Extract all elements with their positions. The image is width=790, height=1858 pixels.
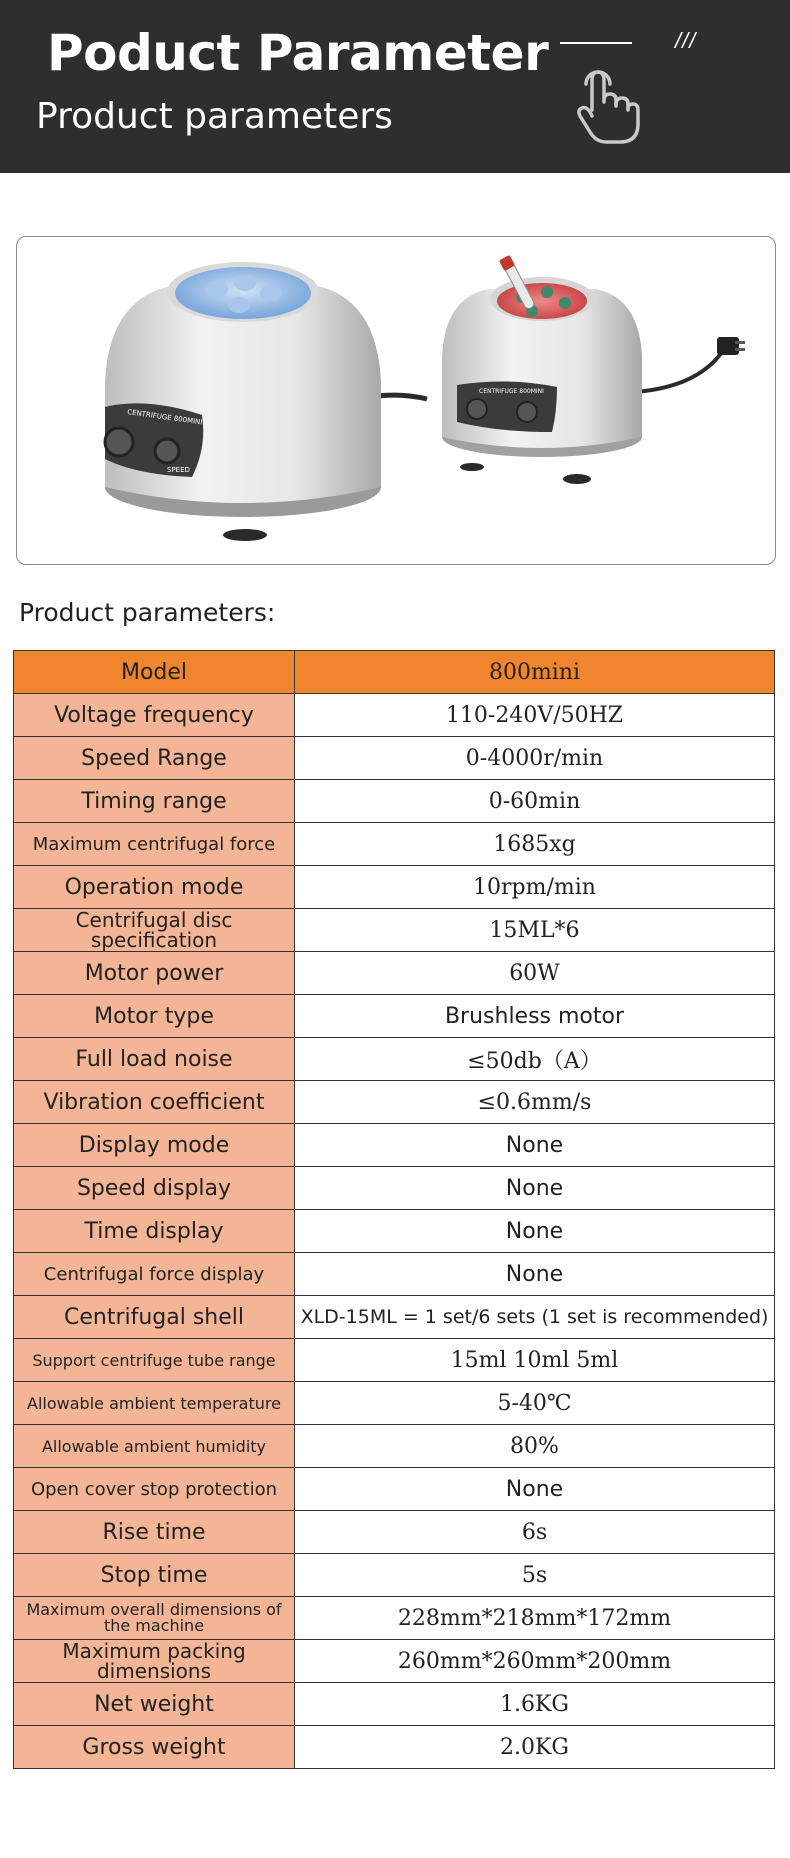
spec-value: XLD-15ML = 1 set/6 sets (1 set is recommended) (295, 1296, 775, 1339)
spec-value: 80% (295, 1425, 775, 1468)
table-row (14, 1468, 775, 1511)
table-row (14, 866, 775, 909)
spec-value: 5-40℃ (295, 1382, 775, 1425)
spec-value: 260mm*260mm*200mm (295, 1640, 775, 1683)
spec-value: 15ML*6 (295, 909, 775, 952)
table-row (14, 1640, 775, 1683)
spec-key: Display mode (14, 1124, 295, 1167)
small-unit-label: CENTRIFUGE 800MINI (479, 388, 544, 395)
spec-key: Voltage frequency (14, 694, 295, 737)
spec-value: None (295, 1253, 775, 1296)
spec-key: Allowable ambient humidity (14, 1425, 295, 1468)
decorative-slashes: /// (675, 28, 697, 53)
spec-value: 10rpm/min (295, 866, 775, 909)
spec-key: Operation mode (14, 866, 295, 909)
spec-key: Model (14, 651, 295, 694)
spec-key: Vibration coefficient (14, 1081, 295, 1124)
spec-value: 2.0KG (295, 1726, 775, 1769)
spec-value: 5s (295, 1554, 775, 1597)
product-photo (16, 236, 776, 565)
spec-key: Maximum packing dimensions (14, 1640, 295, 1683)
spec-value: 228mm*218mm*172mm (295, 1597, 775, 1640)
spec-key: Rise time (14, 1511, 295, 1554)
spec-value: 1.6KG (295, 1683, 775, 1726)
page-subtitle: Product parameters (36, 96, 393, 137)
table-row (14, 909, 775, 952)
spec-value: 0-60min (295, 780, 775, 823)
table-row (14, 1382, 775, 1425)
spec-value: None (295, 1167, 775, 1210)
spec-value: 1685xg (295, 823, 775, 866)
spec-key: Full load noise (14, 1038, 295, 1081)
spec-value: None (295, 1468, 775, 1511)
spec-key: Speed display (14, 1167, 295, 1210)
table-row (14, 780, 775, 823)
table-row (14, 1683, 775, 1726)
spec-key: Centrifugal shell (14, 1296, 295, 1339)
large-knob-label: SPEED (167, 466, 190, 474)
spec-key: Motor power (14, 952, 295, 995)
table-row (14, 1210, 775, 1253)
table-row (14, 1167, 775, 1210)
spec-value: 110-240V/50HZ (295, 694, 775, 737)
spec-key: Stop time (14, 1554, 295, 1597)
header-banner (0, 0, 790, 173)
table-row (14, 1597, 775, 1640)
table-row (14, 1511, 775, 1554)
spec-value: 60W (295, 952, 775, 995)
spec-value: None (295, 1124, 775, 1167)
spec-key: Open cover stop protection (14, 1468, 295, 1511)
section-label: Product parameters: (19, 598, 276, 627)
table-row (14, 952, 775, 995)
table-row (14, 1038, 775, 1081)
centrifuge-illustration (17, 237, 775, 564)
spec-key: Centrifugal disc specification (14, 909, 295, 952)
spec-key: Allowable ambient temperature (14, 1382, 295, 1425)
spec-value: 15ml 10ml 5ml (295, 1339, 775, 1382)
spec-value: ≤0.6mm/s (295, 1081, 775, 1124)
table-row (14, 995, 775, 1038)
table-row (14, 737, 775, 780)
page-title: Poduct Parameter (47, 24, 549, 82)
spec-value: 6s (295, 1511, 775, 1554)
spec-value: ≤50db（A） (295, 1038, 775, 1081)
table-row (14, 1253, 775, 1296)
table-row (14, 651, 775, 694)
table-row (14, 1726, 775, 1769)
spec-key: Maximum centrifugal force (14, 823, 295, 866)
table-row (14, 1296, 775, 1339)
spec-key: Speed Range (14, 737, 295, 780)
spec-key: Maximum overall dimensions of the machine (14, 1597, 295, 1640)
spec-value: 800mini (295, 651, 775, 694)
table-row (14, 1554, 775, 1597)
spec-key: Centrifugal force display (14, 1253, 295, 1296)
spec-key: Net weight (14, 1683, 295, 1726)
decorative-line (560, 42, 632, 44)
spec-key: Gross weight (14, 1726, 295, 1769)
table-row (14, 823, 775, 866)
spec-value: None (295, 1210, 775, 1253)
table-row (14, 1081, 775, 1124)
spec-key: Motor type (14, 995, 295, 1038)
table-row (14, 1124, 775, 1167)
table-row (14, 1425, 775, 1468)
large-unit-label: CENTRIFUGE 800MINI (126, 408, 203, 427)
table-row (14, 694, 775, 737)
spec-key: Time display (14, 1210, 295, 1253)
spec-table (13, 650, 775, 1769)
spec-key: Timing range (14, 780, 295, 823)
table-row (14, 1339, 775, 1382)
spec-key: Support centrifuge tube range (14, 1339, 295, 1382)
spec-value: Brushless motor (295, 995, 775, 1038)
spec-value: 0-4000r/min (295, 737, 775, 780)
hand-pointer-icon (572, 62, 644, 148)
